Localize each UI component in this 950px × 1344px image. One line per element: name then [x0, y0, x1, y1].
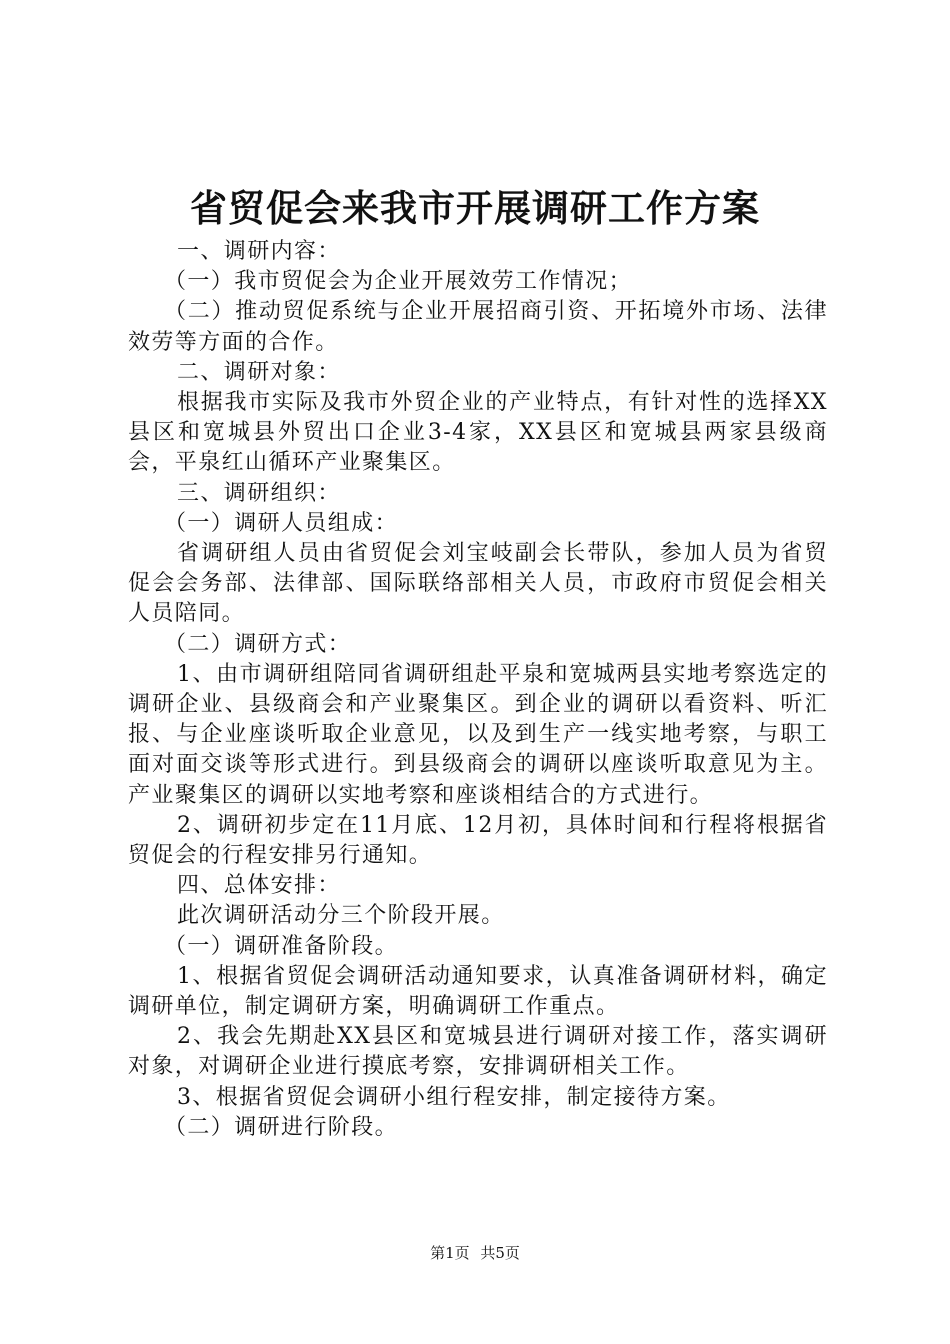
body-paragraph: 根据我市实际及我市外贸企业的产业特点，有针对性的选择XX县区和宽城县外贸出口企业3-4家，XX县区和宽城县两家县级商会，平泉红山循环产业聚集区。 — [128, 390, 828, 476]
body-paragraph: 2、我会先期赴XX县区和宽城县进行调研对接工作，落实调研对象，对调研企业进行摸底考察，安排调研相关工作。 — [128, 1024, 828, 1080]
subsection-heading: （一）调研准备阶段。 — [164, 933, 399, 959]
section-heading-2: 二、调研对象： — [177, 359, 341, 385]
body-paragraph: 1、由市调研组陪同省调研组赴平泉和宽城两县实地考察选定的调研企业、县级商会和产业聚集区。到企业的调研以看资料、听汇报、与企业座谈听取企业意见，以及到生产一线实地考察，与职工面对面交谈等形式进行。到县级商会的调研以座谈听取意见为主。产业聚集区的调研以实地考察和座谈相结合的方式进行。 — [128, 661, 828, 808]
body-paragraph: 2、调研初步定在11月底、12月初，具体时间和行程将根据省贸促会的行程安排另行通知。 — [128, 812, 828, 869]
section-heading-1: 一、调研内容： — [177, 239, 341, 264]
subsection-heading: （二）调研进行阶段。 — [164, 1114, 399, 1140]
body-paragraph: 此次调研活动分三个阶段开展。 — [177, 903, 505, 929]
body-paragraph: 3、根据省贸促会调研小组行程安排，制定接待方案。 — [177, 1084, 731, 1110]
subsection-heading: （二）调研方式： — [164, 631, 352, 657]
document-title: 省贸促会来我市开展调研工作方案 — [190, 187, 760, 230]
page-total: 共5页 — [480, 1244, 520, 1262]
document-body — [128, 237, 828, 1143]
section-heading-4: 四、总体安排： — [177, 873, 341, 899]
page-number: 第1页 — [430, 1244, 470, 1262]
subsection-heading: （一）调研人员组成： — [164, 510, 399, 536]
subsection-item: （一）我市贸促会为企业开展效劳工作情况； — [164, 269, 633, 295]
page-footer — [0, 1243, 950, 1263]
body-paragraph: 省调研组人员由省贸促会刘宝岐副会长带队，参加人员为省贸促会会务部、法律部、国际联络部相关人员，市政府市贸促会相关人员陪同。 — [128, 541, 828, 627]
subsection-item: （二）推动贸促系统与企业开展招商引资、开拓境外市场、法律效劳等方面的合作。 — [128, 299, 828, 355]
body-paragraph: 1、根据省贸促会调研活动通知要求，认真准备调研材料，确定调研单位，制定调研方案，明确调研工作重点。 — [128, 963, 828, 1020]
section-heading-3: 三、调研组织： — [177, 480, 341, 506]
